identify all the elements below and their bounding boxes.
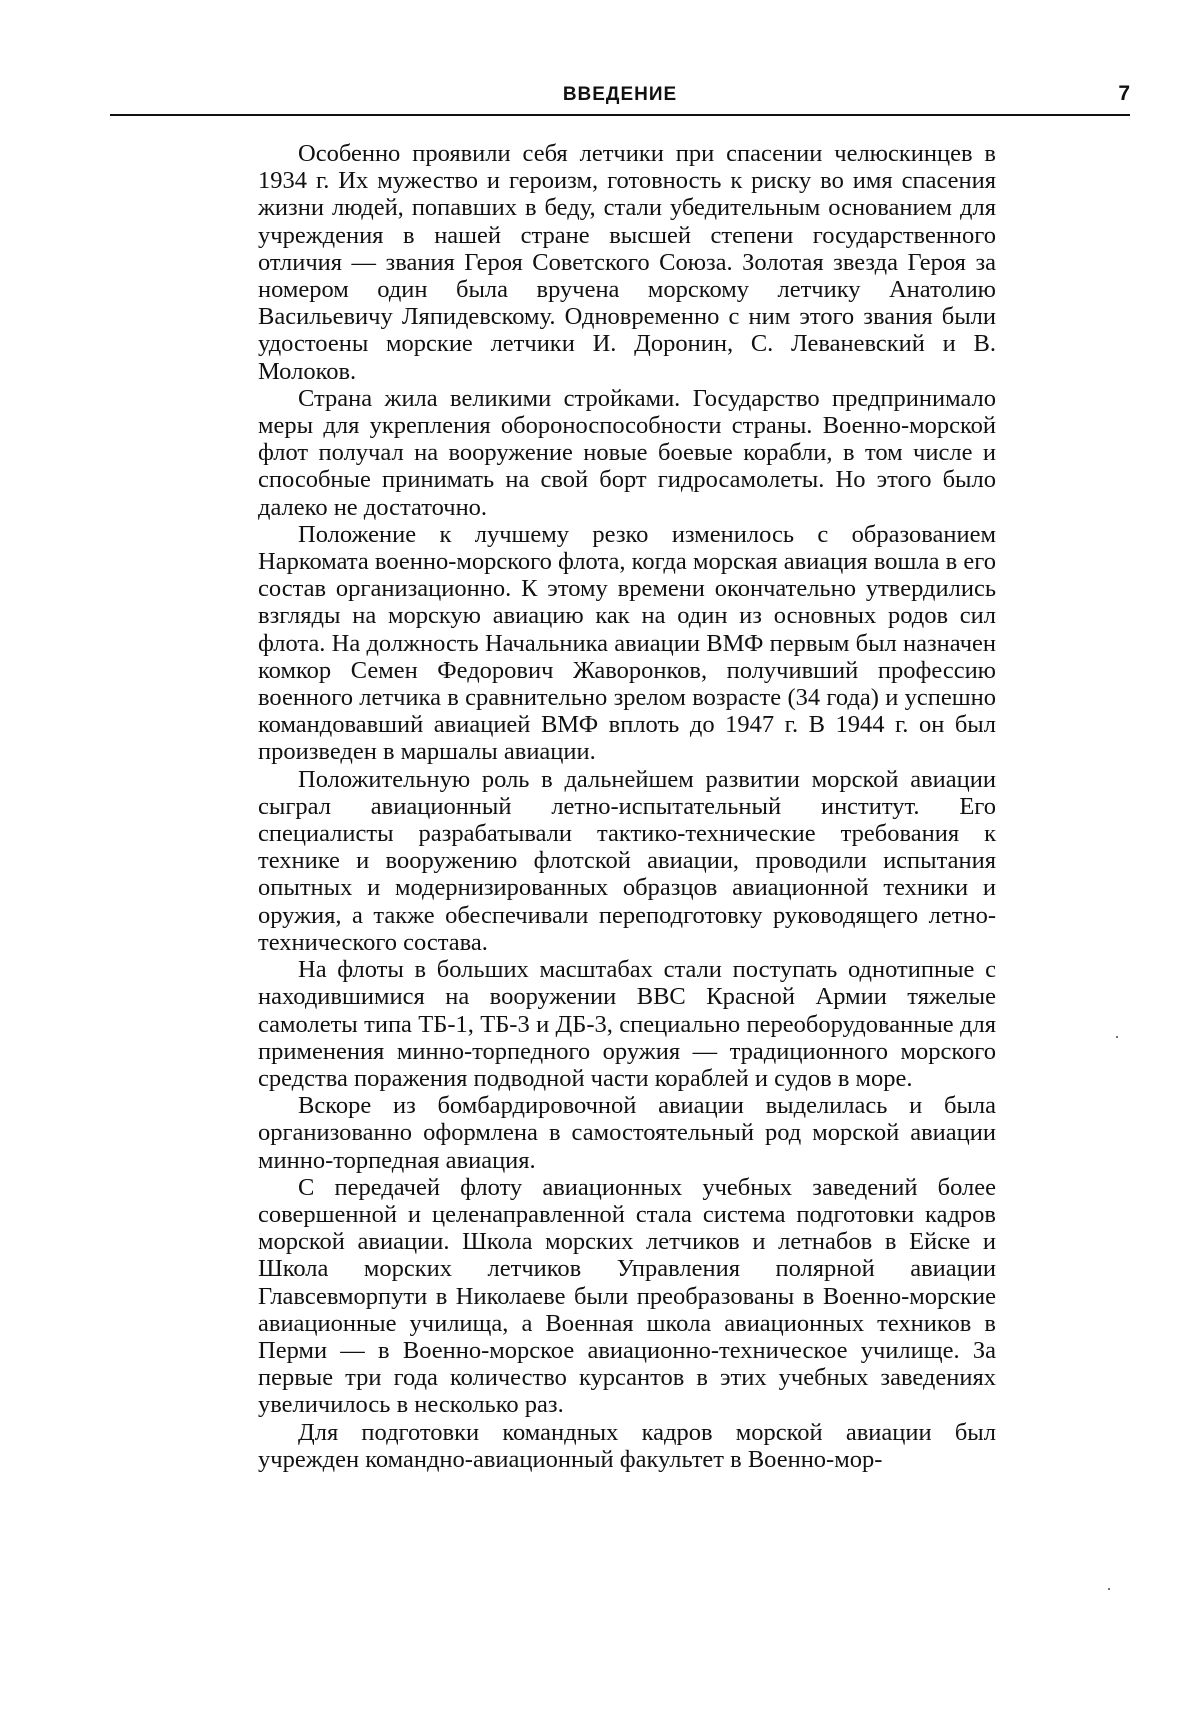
paragraph: Вскоре из бомбардировочной авиации выделилась и была организованно оформлена в самостоятельный род морской авиации минно-торпедная авиация. bbox=[258, 1092, 996, 1174]
page-number: 7 bbox=[1118, 82, 1130, 105]
running-head bbox=[110, 84, 1130, 116]
paragraph: Положительную роль в дальнейшем развитии морской авиации сыграл авиационный летно-испытательный институт. Его специалисты разрабатывали тактико-технические требования к технике и вооружению флотской авиации, проводили испытания опытных и модернизированных образцов авиационной техники и оружия, а также обеспечивали переподготовку руководящего летно-технического состава. bbox=[258, 765, 996, 956]
scan-speck bbox=[1108, 1588, 1110, 1590]
scan-speck bbox=[1116, 1036, 1118, 1038]
paragraph: Особенно проявили себя летчики при спасении челюскинцев в 1934 г. Их мужество и героизм, готовность к риску во имя спасения жизни людей, попавших в беду, стали убедительным основанием для учреждения в нашей стране высшей степени государственного отличия — звания Героя Советского Союза. Золотая звезда Героя за номером один была вручена морскому летчику Анатолию Васильевичу Ляпидевскому. Одновременно с ним этого звания были удостоены морские летчики И. Доронин, С. Леваневский и В. Молоков. bbox=[258, 140, 996, 385]
paragraph: Положение к лучшему резко изменилось с образованием Наркомата военно-морского флота, когда морская авиация вошла в его состав организационно. К этому времени окончательно утвердились взгляды на морскую авиацию как на один из основных родов сил флота. На должность Начальника авиации ВМФ первым был назначен комкор Семен Федорович Жаворонков, получивший профессию военного летчика в сравнительно зрелом возрасте (34 года) и успешно командовавший авиацией ВМФ вплоть до 1947 г. В 1944 г. он был произведен в маршалы авиации. bbox=[258, 520, 996, 766]
running-title: ВВЕДЕНИЕ bbox=[562, 84, 678, 105]
paragraph: На флоты в больших масштабах стали поступать однотипные с находившимися на вооружении ВВС Красной Армии тяжелые самолеты типа ТБ-1, ТБ-3 и ДБ-3, специально переоборудованные для применения минно-торпедного оружия — традиционного морского средства поражения подводной части кораблей и судов в море. bbox=[258, 956, 996, 1092]
paragraph: Для подготовки командных кадров морской авиации был учрежден командно-авиационный факультет в Военно-мор- bbox=[258, 1418, 996, 1473]
body-text bbox=[258, 140, 996, 1473]
paragraph: Страна жила великими стройками. Государство предпринимало меры для укрепления обороноспособности страны. Военно-морской флот получал на вооружение новые боевые корабли, в том числе и способные принимать на свой борт гидросамолеты. Но этого было далеко не достаточно. bbox=[258, 384, 996, 521]
paragraph: С передачей флоту авиационных учебных заведений более совершенной и целенаправленной стала система подготовки кадров морской авиации. Школа морских летчиков и летнабов в Ейске и Школа морских летчиков Управления полярной авиации Главсевморпути в Николаеве были преобразованы в Военно-морские авиационные училища, а Военная школа авиационных техников в Перми — в Военно-морское авиационно-техническое училище. За первые три года количество курсантов в этих учебных заведениях увеличилось в несколько раз. bbox=[258, 1173, 996, 1419]
